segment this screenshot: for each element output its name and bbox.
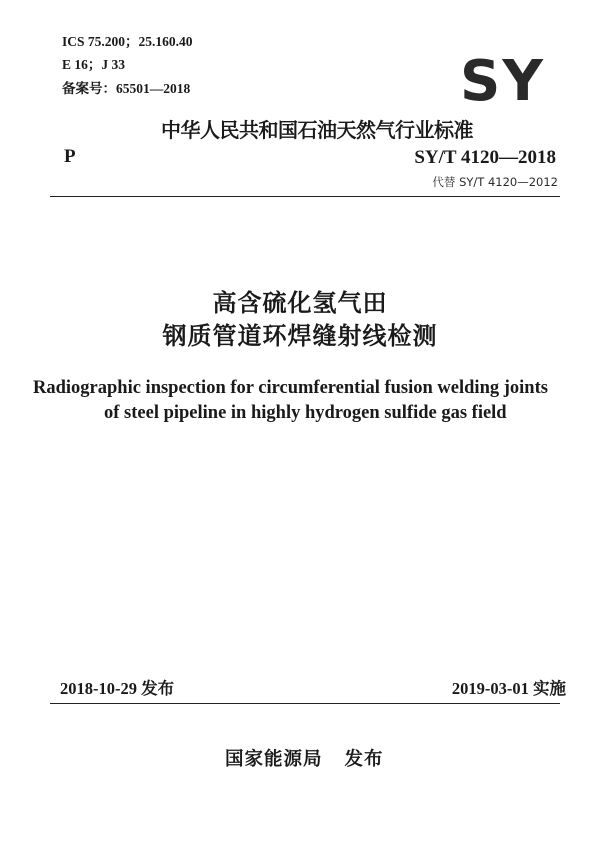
record-number: 备案号：65501—2018 [62,81,191,96]
top-divider [50,196,560,197]
chinese-title-line1: 高含硫化氢气田 [212,289,388,317]
industry-standard-heading: 中华人民共和国石油天然气行业标准 [161,118,473,142]
english-title-line1: Radiographic inspection for circumferential fusion welding joints [33,378,548,398]
implementation-date: 2019-03-01 实施 [451,679,566,698]
ccs-code: E 16；J 33 [62,57,126,72]
replaces-standard: 代替 SY/T 4120—2012 [432,175,558,189]
chinese-title-line2: 钢质管道环焊缝射线检测 [162,322,438,350]
issue-date: 2018-10-29 发布 [60,679,175,698]
bottom-divider [50,703,560,704]
publisher-line [225,745,384,771]
publish-action: 发布 [344,749,384,770]
english-title-line2: of steel pipeline in highly hydrogen sulfide gas field [104,403,507,423]
sy-logo: SY [460,49,545,114]
publisher-name: 国家能源局 [225,749,323,770]
ics-code: ICS 75.200；25.160.40 [62,34,193,49]
category-code: P [64,146,76,167]
standard-number: SY/T 4120—2018 [414,147,556,168]
